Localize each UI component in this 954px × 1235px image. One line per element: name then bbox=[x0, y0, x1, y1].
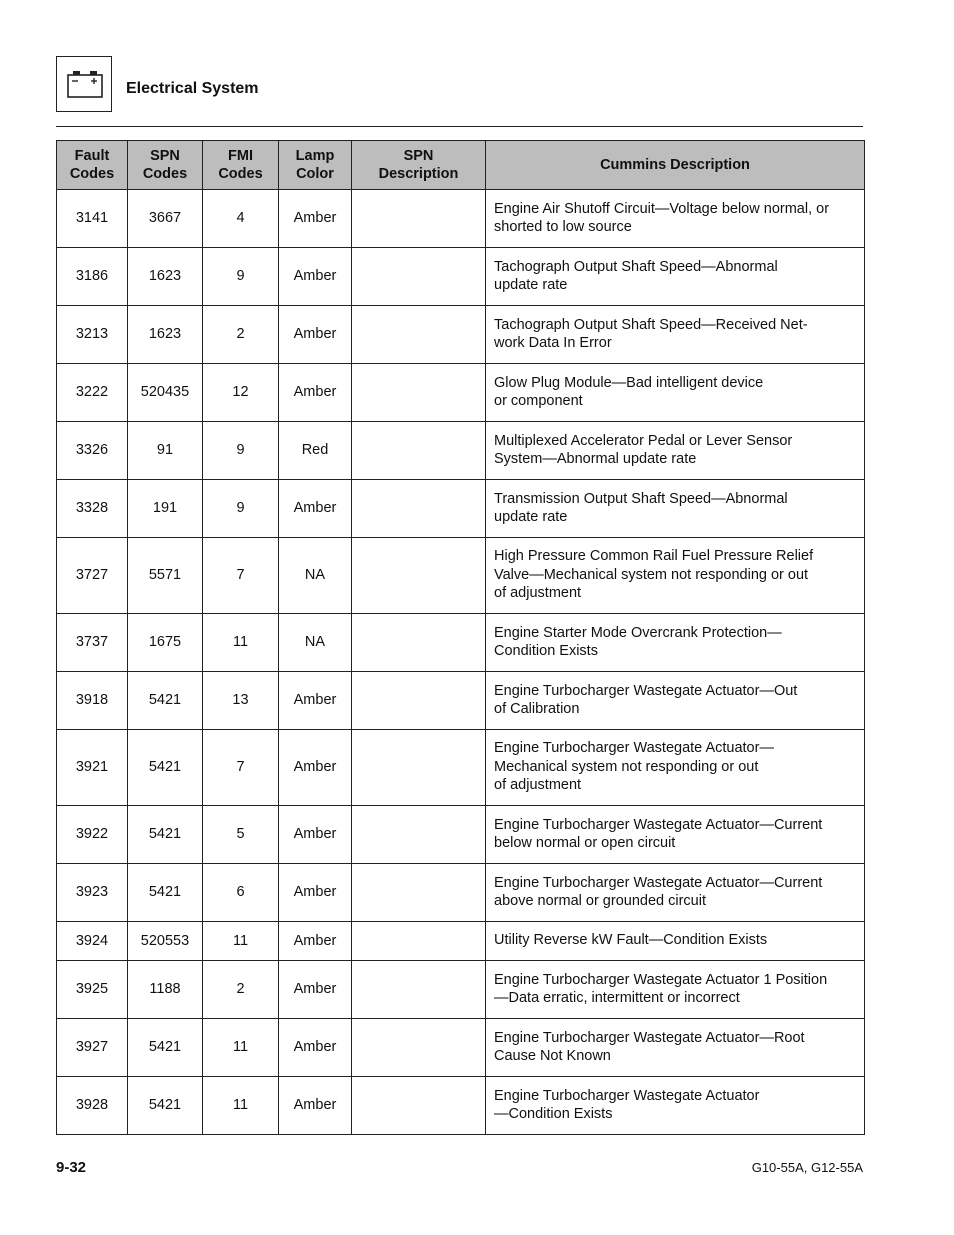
description-line: work Data In Error bbox=[494, 335, 612, 351]
description-line: Engine Turbocharger Wastegate Actuator bbox=[494, 1087, 760, 1104]
spn-description-cell bbox=[352, 422, 486, 480]
cummins-description-cell bbox=[486, 538, 865, 614]
fmi-code-cell: 11 bbox=[203, 1019, 279, 1077]
spn-code-cell: 5571 bbox=[128, 538, 203, 614]
table-row bbox=[57, 922, 865, 961]
table-row bbox=[57, 1077, 865, 1135]
column-header bbox=[128, 141, 203, 190]
fault-code-cell: 3927 bbox=[57, 1019, 128, 1077]
cummins-description-cell bbox=[486, 248, 865, 306]
fmi-code-cell: 9 bbox=[203, 480, 279, 538]
cummins-description-cell bbox=[486, 364, 865, 422]
description-line: above normal or grounded circuit bbox=[494, 893, 706, 909]
fault-codes-table bbox=[56, 140, 865, 1135]
lamp-color-cell: Amber bbox=[279, 1019, 352, 1077]
fmi-code-cell: 11 bbox=[203, 1077, 279, 1135]
spn-code-cell: 191 bbox=[128, 480, 203, 538]
lamp-color-cell: Amber bbox=[279, 364, 352, 422]
header-divider bbox=[56, 126, 863, 127]
description-line: High Pressure Common Rail Fuel Pressure Relief bbox=[494, 548, 814, 565]
fault-code-cell: 3923 bbox=[57, 864, 128, 922]
fmi-code-cell: 11 bbox=[203, 614, 279, 672]
description-line: or component bbox=[494, 393, 583, 409]
spn-description-cell bbox=[352, 864, 486, 922]
cummins-description-cell bbox=[486, 961, 865, 1019]
table-row bbox=[57, 422, 865, 480]
description-line: Valve—Mechanical system not responding or out bbox=[494, 566, 809, 583]
cummins-description-cell bbox=[486, 922, 865, 961]
fmi-code-cell: 5 bbox=[203, 806, 279, 864]
description-line: below normal or open circuit bbox=[494, 835, 676, 851]
description-line: Engine Turbocharger Wastegate Actuator—Root bbox=[494, 1029, 805, 1046]
lamp-color-cell: Amber bbox=[279, 672, 352, 730]
spn-description-cell bbox=[352, 730, 486, 806]
fmi-code-cell: 9 bbox=[203, 422, 279, 480]
column-header-line: Codes bbox=[218, 166, 263, 182]
lamp-color-cell: NA bbox=[279, 614, 352, 672]
fault-code-cell: 3186 bbox=[57, 248, 128, 306]
fmi-code-cell: 2 bbox=[203, 306, 279, 364]
cummins-description-cell bbox=[486, 1077, 865, 1135]
column-header-line: Description bbox=[378, 166, 459, 182]
spn-code-cell: 520553 bbox=[128, 922, 203, 961]
description-line: of adjustment bbox=[494, 585, 582, 602]
cummins-description-cell bbox=[486, 806, 865, 864]
spn-code-cell: 5421 bbox=[128, 730, 203, 806]
fault-code-cell: 3727 bbox=[57, 538, 128, 614]
description-line: Engine Turbocharger Wastegate Actuator—Current bbox=[494, 874, 823, 891]
fault-code-cell: 3918 bbox=[57, 672, 128, 730]
column-header-line: Codes bbox=[69, 166, 115, 182]
description-line: of Calibration bbox=[494, 701, 580, 717]
description-line: Tachograph Output Shaft Speed—Abnormal bbox=[494, 258, 778, 275]
fault-code-cell: 3328 bbox=[57, 480, 128, 538]
lamp-color-cell: Amber bbox=[279, 190, 352, 248]
column-header bbox=[57, 141, 128, 190]
column-header bbox=[279, 141, 352, 190]
fault-code-cell: 3141 bbox=[57, 190, 128, 248]
table-row bbox=[57, 190, 865, 248]
spn-code-cell: 5421 bbox=[128, 672, 203, 730]
lamp-color-cell: Amber bbox=[279, 922, 352, 961]
description-line: Engine Turbocharger Wastegate Actuator—Current bbox=[494, 816, 823, 833]
fmi-code-cell: 2 bbox=[203, 961, 279, 1019]
table-row bbox=[57, 806, 865, 864]
spn-description-cell bbox=[352, 1077, 486, 1135]
spn-description-cell bbox=[352, 614, 486, 672]
description-line: System—Abnormal update rate bbox=[494, 451, 697, 467]
spn-description-cell bbox=[352, 306, 486, 364]
table-row bbox=[57, 306, 865, 364]
column-header-line: Cummins Description bbox=[600, 156, 750, 173]
lamp-color-cell: Amber bbox=[279, 961, 352, 1019]
spn-code-cell: 5421 bbox=[128, 864, 203, 922]
fmi-code-cell: 12 bbox=[203, 364, 279, 422]
lamp-color-cell: NA bbox=[279, 538, 352, 614]
section-title: Electrical System bbox=[126, 80, 259, 97]
fault-code-cell: 3222 bbox=[57, 364, 128, 422]
fmi-code-cell: 4 bbox=[203, 190, 279, 248]
description-line: Engine Starter Mode Overcrank Protection— bbox=[494, 624, 782, 641]
spn-description-cell bbox=[352, 961, 486, 1019]
spn-description-cell bbox=[352, 190, 486, 248]
fault-code-cell: 3326 bbox=[57, 422, 128, 480]
column-header-line: SPN bbox=[150, 147, 180, 164]
spn-code-cell: 520435 bbox=[128, 364, 203, 422]
fmi-code-cell: 9 bbox=[203, 248, 279, 306]
lamp-color-cell: Red bbox=[279, 422, 352, 480]
spn-code-cell: 1675 bbox=[128, 614, 203, 672]
fault-code-cell: 3925 bbox=[57, 961, 128, 1019]
column-header-line: SPN bbox=[403, 147, 434, 164]
fmi-code-cell: 11 bbox=[203, 922, 279, 961]
spn-description-cell bbox=[352, 806, 486, 864]
fault-code-cell: 3921 bbox=[57, 730, 128, 806]
table-row bbox=[57, 364, 865, 422]
fmi-code-cell: 7 bbox=[203, 538, 279, 614]
description-line: of adjustment bbox=[494, 777, 582, 794]
description-line: Mechanical system not responding or out bbox=[494, 758, 759, 775]
cummins-description-cell bbox=[486, 672, 865, 730]
description-line: Engine Turbocharger Wastegate Actuator 1 Position bbox=[494, 971, 828, 988]
table-body bbox=[57, 190, 865, 1135]
description-line: Tachograph Output Shaft Speed—Received Net- bbox=[494, 316, 808, 333]
battery-icon-frame bbox=[56, 56, 112, 112]
spn-code-cell: 91 bbox=[128, 422, 203, 480]
description-line: shorted to low source bbox=[494, 219, 632, 235]
fmi-code-cell: 6 bbox=[203, 864, 279, 922]
fault-code-cell: 3922 bbox=[57, 806, 128, 864]
description-line: Engine Turbocharger Wastegate Actuator— bbox=[494, 740, 774, 757]
spn-description-cell bbox=[352, 922, 486, 961]
column-header bbox=[203, 141, 279, 190]
lamp-color-cell: Amber bbox=[279, 806, 352, 864]
lamp-color-cell: Amber bbox=[279, 1077, 352, 1135]
table-row bbox=[57, 961, 865, 1019]
column-header-line: Color bbox=[296, 166, 334, 182]
spn-description-cell bbox=[352, 248, 486, 306]
spn-description-cell bbox=[352, 364, 486, 422]
table-row bbox=[57, 1019, 865, 1077]
description-line: Multiplexed Accelerator Pedal or Lever Sensor bbox=[494, 432, 793, 449]
spn-description-cell bbox=[352, 538, 486, 614]
spn-code-cell: 5421 bbox=[128, 806, 203, 864]
cummins-description-cell bbox=[486, 1019, 865, 1077]
page-number: 9-32 bbox=[56, 1159, 87, 1176]
description-line: Glow Plug Module—Bad intelligent device bbox=[494, 374, 764, 391]
column-header bbox=[352, 141, 486, 190]
description-line: Transmission Output Shaft Speed—Abnormal bbox=[494, 490, 788, 507]
lamp-color-cell: Amber bbox=[279, 306, 352, 364]
cummins-description-cell bbox=[486, 480, 865, 538]
table-row bbox=[57, 248, 865, 306]
cummins-description-cell bbox=[486, 306, 865, 364]
description-line: update rate bbox=[494, 509, 568, 525]
column-header-line: Codes bbox=[142, 166, 188, 182]
cummins-description-cell bbox=[486, 422, 865, 480]
cummins-description-cell bbox=[486, 190, 865, 248]
description-line: Engine Air Shutoff Circuit—Voltage below normal, or bbox=[494, 200, 830, 217]
fault-code-cell: 3213 bbox=[57, 306, 128, 364]
cummins-description-cell bbox=[486, 614, 865, 672]
column-header-line: Lamp bbox=[295, 147, 335, 164]
column-header bbox=[486, 141, 865, 190]
battery-icon bbox=[65, 69, 105, 99]
cummins-description-cell bbox=[486, 864, 865, 922]
table-row bbox=[57, 864, 865, 922]
description-line: Condition Exists bbox=[494, 643, 598, 659]
lamp-color-cell: Amber bbox=[279, 480, 352, 538]
spn-code-cell: 1623 bbox=[128, 248, 203, 306]
table-row bbox=[57, 614, 865, 672]
spn-code-cell: 1188 bbox=[128, 961, 203, 1019]
spn-description-cell bbox=[352, 480, 486, 538]
description-line: Engine Turbocharger Wastegate Actuator—Out bbox=[494, 682, 798, 699]
fault-code-cell: 3737 bbox=[57, 614, 128, 672]
lamp-color-cell: Amber bbox=[279, 730, 352, 806]
spn-code-cell: 5421 bbox=[128, 1019, 203, 1077]
description-line: —Condition Exists bbox=[494, 1106, 613, 1122]
cummins-description-cell bbox=[486, 730, 865, 806]
table-header-row bbox=[57, 141, 865, 190]
table-row bbox=[57, 538, 865, 614]
model-numbers: G10-55A, G12-55A bbox=[751, 1160, 863, 1175]
description-line: Utility Reverse kW Fault—Condition Exists bbox=[494, 932, 768, 949]
description-line: update rate bbox=[494, 277, 568, 293]
fmi-code-cell: 7 bbox=[203, 730, 279, 806]
fault-code-cell: 3928 bbox=[57, 1077, 128, 1135]
table-row bbox=[57, 672, 865, 730]
column-header-line: FMI bbox=[228, 147, 253, 164]
table-row bbox=[57, 730, 865, 806]
table-row bbox=[57, 480, 865, 538]
column-header-line: Fault bbox=[74, 147, 110, 164]
spn-description-cell bbox=[352, 1019, 486, 1077]
fmi-code-cell: 13 bbox=[203, 672, 279, 730]
spn-code-cell: 1623 bbox=[128, 306, 203, 364]
spn-code-cell: 5421 bbox=[128, 1077, 203, 1135]
lamp-color-cell: Amber bbox=[279, 864, 352, 922]
spn-code-cell: 3667 bbox=[128, 190, 203, 248]
spn-description-cell bbox=[352, 672, 486, 730]
description-line: —Data erratic, intermittent or incorrect bbox=[494, 990, 740, 1006]
description-line: Cause Not Known bbox=[494, 1048, 611, 1064]
lamp-color-cell: Amber bbox=[279, 248, 352, 306]
fault-code-cell: 3924 bbox=[57, 922, 128, 961]
